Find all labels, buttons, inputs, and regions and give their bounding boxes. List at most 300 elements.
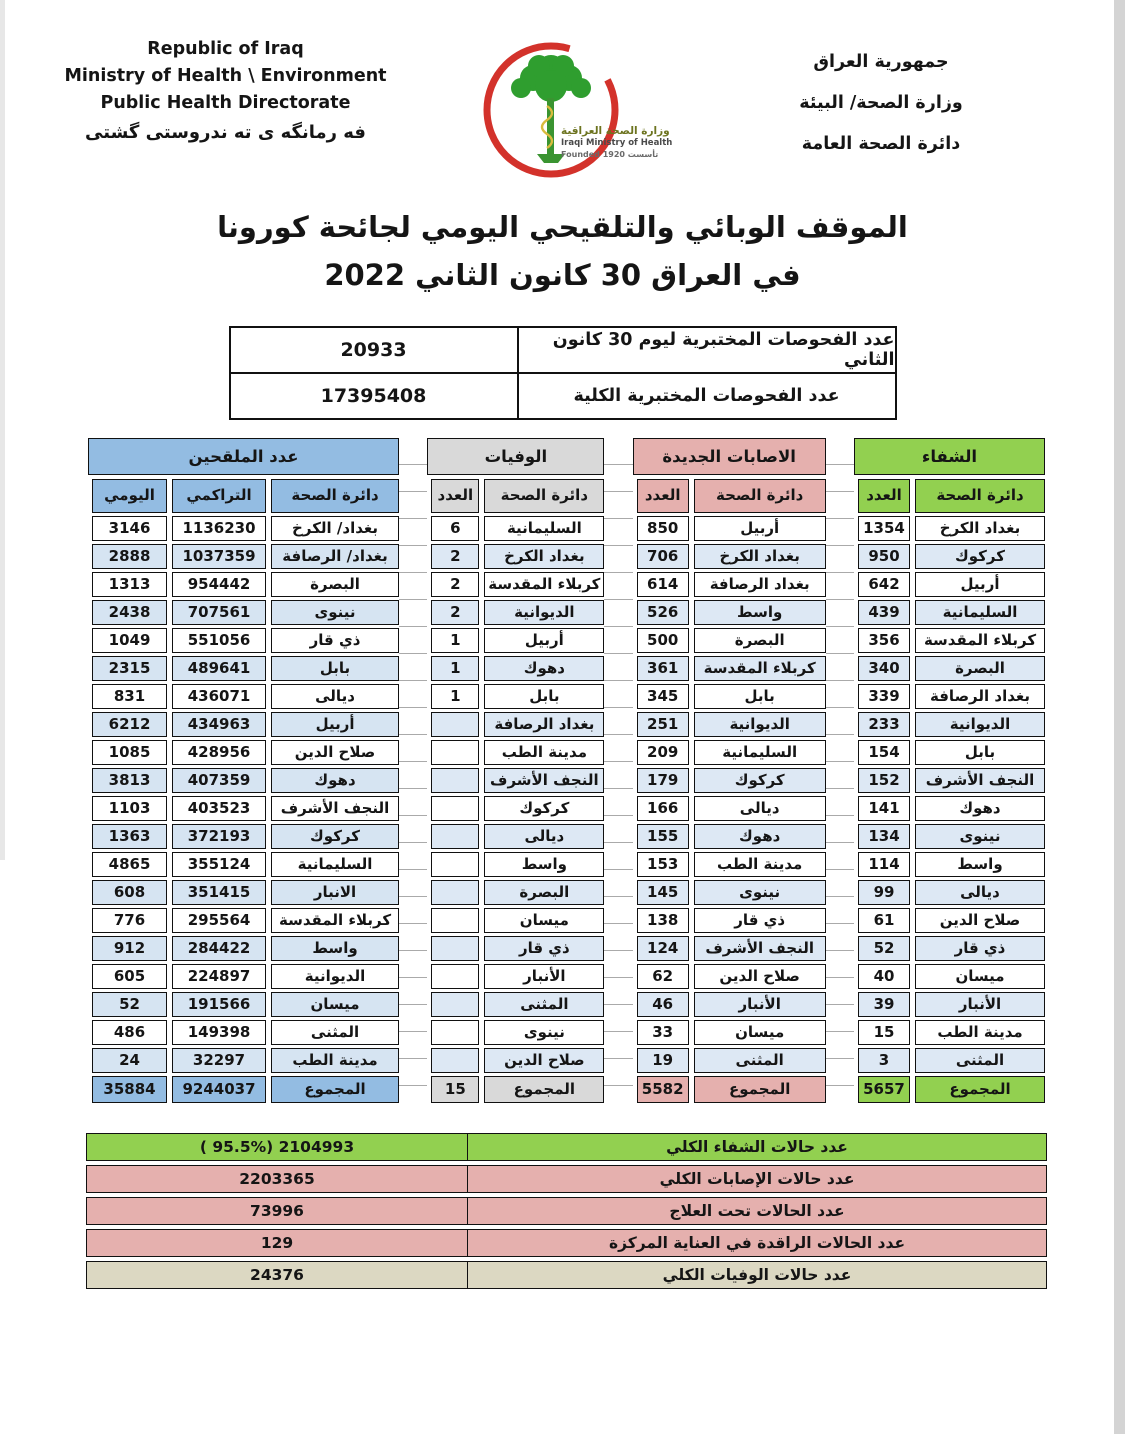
province-name-cell: بغداد الرصافة [694, 572, 826, 597]
province-value-cell: 605 [92, 964, 167, 989]
province-value-cell [431, 992, 479, 1017]
table-row [854, 936, 1045, 961]
table-row [427, 712, 604, 737]
table-row [854, 1020, 1045, 1045]
table-row [427, 656, 604, 681]
province-name-cell: الديوانية [694, 712, 826, 737]
province-name-cell: نينوى [694, 880, 826, 905]
table-row [633, 572, 826, 597]
total-name-cell: المجموع [694, 1076, 826, 1103]
table-row [88, 572, 399, 597]
province-value-cell: 2888 [92, 544, 167, 569]
summary-table [86, 1133, 1047, 1289]
page-title-line-1: الموقف الوبائي والتلقيحي اليومي لجائحة كورونا [217, 210, 908, 244]
province-name-cell: ميسان [694, 1020, 826, 1045]
province-value-cell: 99 [858, 880, 910, 905]
province-value-cell: 153 [637, 852, 689, 877]
province-name-cell: بابل [694, 684, 826, 709]
column-header-value-cell: العدد [431, 479, 479, 513]
province-value-cell [431, 964, 479, 989]
province-value-cell: 134 [858, 824, 910, 849]
province-value-cell: 61 [858, 908, 910, 933]
province-value-cell: 489641 [172, 656, 266, 681]
province-value-cell: 284422 [172, 936, 266, 961]
total-row [427, 1076, 604, 1103]
province-name-cell: المثنى [271, 1020, 399, 1045]
province-name-cell: صلاح الدين [694, 964, 826, 989]
province-name-cell: الأنبار [694, 992, 826, 1017]
table-row [427, 796, 604, 821]
table-row [88, 908, 399, 933]
province-value-cell: 850 [637, 516, 689, 541]
province-value-cell: 145 [637, 880, 689, 905]
province-name-cell: مدينة الطب [271, 1048, 399, 1073]
province-name-cell: الأنبار [915, 992, 1045, 1017]
total-value-cell: 35884 [92, 1076, 167, 1103]
table-row [427, 684, 604, 709]
province-name-cell: بابل [271, 656, 399, 681]
header-line-directorate-en: Public Health Directorate [100, 93, 351, 114]
province-name-cell: بغداد الكرخ [694, 544, 826, 569]
table-row [427, 1048, 604, 1073]
total-name-cell: المجموع [915, 1076, 1045, 1103]
crescent-palm-logo-graphic [465, 22, 641, 194]
total-value-cell: 5582 [637, 1076, 689, 1103]
province-value-cell: 39 [858, 992, 910, 1017]
table-body [854, 516, 1045, 1073]
province-value-cell: 2315 [92, 656, 167, 681]
table-row [633, 712, 826, 737]
scan-edge-left [0, 0, 5, 860]
province-value-cell: 6212 [92, 712, 167, 737]
province-name-cell: المثنى [694, 1048, 826, 1073]
header-line-country-ar: جمهورية العراق [813, 52, 949, 72]
logo-founded-line: Founded 1920 تأسست [561, 149, 659, 159]
table-row [633, 824, 826, 849]
summary-row-label: عدد الحالات الراقدة في العناية المركزة [608, 1233, 906, 1252]
province-name-cell: الديوانية [271, 964, 399, 989]
table-body [427, 516, 604, 1073]
province-name-cell: صلاح الدين [484, 1048, 604, 1073]
province-value-cell: 6 [431, 516, 479, 541]
province-name-cell: البصرة [915, 656, 1045, 681]
logo-english-name: Iraqi Ministry of Health [561, 138, 673, 149]
table-row [427, 600, 604, 625]
province-value-cell: 436071 [172, 684, 266, 709]
province-name-cell: المثنى [915, 1048, 1045, 1073]
province-value-cell: 372193 [172, 824, 266, 849]
header [0, 0, 1125, 194]
province-value-cell: 551056 [172, 628, 266, 653]
table-row [633, 656, 826, 681]
table-row [633, 516, 826, 541]
province-name-cell: النجف الأشرف [484, 768, 604, 793]
province-name-cell: الديوانية [484, 600, 604, 625]
column-header-name-cell: دائرة الصحة [484, 479, 604, 513]
province-name-cell: البصرة [694, 628, 826, 653]
table-row [633, 1020, 826, 1045]
province-name-cell: ذي قار [915, 936, 1045, 961]
table-row [854, 908, 1045, 933]
province-name-cell: بغداد الكرخ [915, 516, 1045, 541]
province-value-cell: 15 [858, 1020, 910, 1045]
summary-row [86, 1165, 1047, 1193]
table-title: الشفاء [854, 438, 1045, 475]
column-header-name-cell: دائرة الصحة [915, 479, 1045, 513]
lab-tests-table [229, 326, 897, 420]
table-row [427, 516, 604, 541]
province-value-cell: 46 [637, 992, 689, 1017]
table-row [88, 1020, 399, 1045]
province-value-cell: 954442 [172, 572, 266, 597]
province-value-cell: 251 [637, 712, 689, 737]
summary-row-value: 73996 [87, 1198, 468, 1224]
lab-tests-total-value: 17395408 [320, 384, 427, 407]
table-row [854, 880, 1045, 905]
province-value-cell: 1354 [858, 516, 910, 541]
province-value-cell: 2 [431, 572, 479, 597]
province-name-cell: كركوك [271, 824, 399, 849]
total-value-cell: 15 [431, 1076, 479, 1103]
table-row [854, 740, 1045, 765]
column-header-value-cell: اليومي [92, 479, 167, 513]
lab-tests-total-row [231, 372, 895, 418]
province-value-cell: 24 [92, 1048, 167, 1073]
province-name-cell: واسط [694, 600, 826, 625]
province-value-cell: 526 [637, 600, 689, 625]
header-line-directorate-ar: دائرة الصحة العامة [801, 134, 961, 155]
province-name-cell: كربلاء المقدسة [484, 572, 604, 597]
province-name-cell: الانبار [271, 880, 399, 905]
province-name-cell: ذي قار [271, 628, 399, 653]
table-row [854, 768, 1045, 793]
summary-row-value: 2203365 [87, 1166, 468, 1192]
summary-row-label: عدد حالات الإصابات الكلي [659, 1169, 855, 1188]
province-value-cell: 831 [92, 684, 167, 709]
table-row [854, 544, 1045, 569]
province-value-cell: 141 [858, 796, 910, 821]
summary-row [86, 1133, 1047, 1161]
recovery-table [854, 438, 1045, 1106]
summary-row [86, 1229, 1047, 1257]
province-value-cell: 614 [637, 572, 689, 597]
table-row [427, 768, 604, 793]
province-value-cell: 1363 [92, 824, 167, 849]
province-name-cell: واسط [915, 852, 1045, 877]
province-value-cell [431, 796, 479, 821]
province-value-cell: 3146 [92, 516, 167, 541]
table-row [427, 964, 604, 989]
province-value-cell: 62 [637, 964, 689, 989]
province-value-cell: 434963 [172, 712, 266, 737]
province-value-cell: 4865 [92, 852, 167, 877]
lab-tests-daily-value: 20933 [340, 338, 407, 361]
table-spacer [399, 438, 427, 1106]
table-row [633, 964, 826, 989]
province-name-cell: ديالى [484, 824, 604, 849]
lab-tests-daily-row [231, 328, 895, 372]
province-name-cell: البصرة [271, 572, 399, 597]
table-row [633, 740, 826, 765]
province-value-cell: 179 [637, 768, 689, 793]
province-name-cell: بغداد الكرخ [484, 544, 604, 569]
province-name-cell: نينوى [484, 1020, 604, 1045]
province-value-cell: 642 [858, 572, 910, 597]
province-value-cell: 1049 [92, 628, 167, 653]
province-value-cell: 2438 [92, 600, 167, 625]
column-header-name-cell: دائرة الصحة [694, 479, 826, 513]
province-value-cell: 52 [92, 992, 167, 1017]
page-title [0, 204, 1125, 300]
province-name-cell: صلاح الدين [915, 908, 1045, 933]
province-value-cell: 1 [431, 684, 479, 709]
table-row [633, 600, 826, 625]
table-row [633, 1048, 826, 1073]
table-row [88, 516, 399, 541]
table-row [633, 684, 826, 709]
province-value-cell [431, 852, 479, 877]
province-name-cell: بغداد/ الرصافة [271, 544, 399, 569]
province-name-cell: كركوك [915, 544, 1045, 569]
table-row [854, 1048, 1045, 1073]
province-value-cell: 224897 [172, 964, 266, 989]
table-row [88, 824, 399, 849]
province-value-cell: 428956 [172, 740, 266, 765]
table-row [633, 628, 826, 653]
table-row [427, 908, 604, 933]
province-name-cell: دهوك [694, 824, 826, 849]
province-name-cell: دهوك [915, 796, 1045, 821]
table-row [88, 712, 399, 737]
scan-edge-right [1114, 0, 1125, 1434]
table-row [854, 656, 1045, 681]
summary-row-label: عدد حالات الشفاء الكلي [666, 1137, 848, 1156]
table-row [88, 656, 399, 681]
table-row [854, 852, 1045, 877]
table-row [633, 908, 826, 933]
province-name-cell: كربلاء المقدسة [915, 628, 1045, 653]
province-name-cell: أربيل [271, 712, 399, 737]
province-name-cell: ذي قار [484, 936, 604, 961]
province-value-cell: 2 [431, 600, 479, 625]
province-value-cell [431, 740, 479, 765]
province-value-cell: 707561 [172, 600, 266, 625]
province-name-cell: نينوى [271, 600, 399, 625]
table-row [427, 992, 604, 1017]
province-value-cell: 124 [637, 936, 689, 961]
province-name-cell: بغداد الرصافة [915, 684, 1045, 709]
province-name-cell: السليمانية [271, 852, 399, 877]
column-header-value-cell: العدد [858, 479, 910, 513]
table-spacer [604, 438, 632, 1106]
province-value-cell: 154 [858, 740, 910, 765]
table-row [854, 824, 1045, 849]
province-value-cell: 340 [858, 656, 910, 681]
table-row [854, 964, 1045, 989]
province-value-cell: 1103 [92, 796, 167, 821]
table-row [88, 768, 399, 793]
logo-arabic-name: وزارة الصحة العراقية [561, 125, 670, 137]
province-value-cell: 361 [637, 656, 689, 681]
header-line-country-en: Republic of Iraq [147, 39, 304, 59]
province-value-cell: 2 [431, 544, 479, 569]
province-value-cell: 149398 [172, 1020, 266, 1045]
province-value-cell [431, 824, 479, 849]
province-name-cell: مدينة الطب [694, 852, 826, 877]
province-tables-row [88, 438, 1045, 1106]
table-row [854, 992, 1045, 1017]
province-name-cell: مدينة الطب [484, 740, 604, 765]
province-value-cell: 33 [637, 1020, 689, 1045]
header-line-kurdish: فه رمانگه ی ته ندروستی گشتی [85, 122, 366, 144]
province-name-cell: السليمانية [484, 516, 604, 541]
province-value-cell: 155 [637, 824, 689, 849]
province-name-cell: واسط [271, 936, 399, 961]
column-header-row [88, 479, 399, 513]
province-name-cell: الأنبار [484, 964, 604, 989]
lab-tests-daily-label: عدد الفحوصات المختبرية ليوم 30 كانون الثاني [517, 328, 895, 372]
province-name-cell: النجف الأشرف [694, 936, 826, 961]
table-spacer [826, 438, 854, 1106]
province-name-cell: ديالى [915, 880, 1045, 905]
province-name-cell: أربيل [915, 572, 1045, 597]
province-name-cell: ديالى [271, 684, 399, 709]
province-value-cell: 407359 [172, 768, 266, 793]
vaccinated-table [88, 438, 399, 1106]
summary-row-label: عدد الحالات تحت العلاج [669, 1201, 845, 1220]
province-value-cell: 19 [637, 1048, 689, 1073]
total-row [88, 1076, 399, 1103]
province-value-cell: 1 [431, 628, 479, 653]
province-name-cell: دهوك [271, 768, 399, 793]
province-value-cell: 1 [431, 656, 479, 681]
logo-text-block [561, 124, 691, 160]
province-name-cell: نينوى [915, 824, 1045, 849]
table-row [854, 572, 1045, 597]
table-row [88, 740, 399, 765]
table-row [88, 852, 399, 877]
province-value-cell: 356 [858, 628, 910, 653]
province-name-cell: دهوك [484, 656, 604, 681]
summary-row [86, 1197, 1047, 1225]
province-name-cell: ذي قار [694, 908, 826, 933]
province-name-cell: السليمانية [915, 600, 1045, 625]
province-value-cell: 295564 [172, 908, 266, 933]
province-value-cell: 233 [858, 712, 910, 737]
table-row [427, 936, 604, 961]
province-value-cell [431, 936, 479, 961]
table-row [854, 796, 1045, 821]
province-name-cell: ديالى [694, 796, 826, 821]
province-value-cell: 3 [858, 1048, 910, 1073]
table-row [633, 992, 826, 1017]
total-value-cell: 9244037 [172, 1076, 266, 1103]
table-row [427, 740, 604, 765]
table-row [633, 936, 826, 961]
province-name-cell: كربلاء المقدسة [271, 908, 399, 933]
table-row [88, 600, 399, 625]
province-name-cell: كركوك [484, 796, 604, 821]
table-row [88, 880, 399, 905]
province-value-cell [431, 880, 479, 905]
summary-row-value: ( 95.5%) 2104993 [87, 1134, 468, 1160]
province-name-cell: النجف الأشرف [915, 768, 1045, 793]
column-header-row [427, 479, 604, 513]
province-name-cell: بابل [484, 684, 604, 709]
header-line-ministry-en: Ministry of Health \ Environment [64, 66, 387, 87]
province-value-cell: 706 [637, 544, 689, 569]
province-value-cell: 351415 [172, 880, 266, 905]
province-value-cell: 166 [637, 796, 689, 821]
province-value-cell: 1085 [92, 740, 167, 765]
table-title: الوفيات [427, 438, 604, 475]
province-name-cell: واسط [484, 852, 604, 877]
province-value-cell: 52 [858, 936, 910, 961]
total-name-cell: المجموع [271, 1076, 399, 1103]
province-name-cell: السليمانية [694, 740, 826, 765]
province-value-cell: 191566 [172, 992, 266, 1017]
column-header-value-cell: العدد [637, 479, 689, 513]
province-value-cell [431, 1020, 479, 1045]
table-row [854, 628, 1045, 653]
province-value-cell: 403523 [172, 796, 266, 821]
province-value-cell: 1136230 [172, 516, 266, 541]
province-value-cell: 152 [858, 768, 910, 793]
province-name-cell: مدينة الطب [915, 1020, 1045, 1045]
table-row [633, 544, 826, 569]
province-name-cell: الديوانية [915, 712, 1045, 737]
table-title: عدد الملقحين [88, 438, 399, 475]
total-row [633, 1076, 826, 1103]
table-row [88, 1048, 399, 1073]
lab-tests-total-label: عدد الفحوصات المختبرية الكلية [517, 374, 895, 418]
summary-row-label: عدد حالات الوفيات الكلي [662, 1265, 852, 1284]
table-row [88, 544, 399, 569]
province-name-cell: بغداد/ الكرخ [271, 516, 399, 541]
header-line-ministry-ar: وزارة الصحة/ البيئة [799, 93, 963, 114]
header-english-block [28, 36, 423, 147]
summary-row-value: 129 [87, 1230, 468, 1256]
province-value-cell: 32297 [172, 1048, 266, 1073]
province-name-cell: ميسان [484, 908, 604, 933]
province-name-cell: كربلاء المقدسة [694, 656, 826, 681]
column-header-value-cell: التراكمي [172, 479, 266, 513]
province-name-cell: أربيل [484, 628, 604, 653]
ministry-logo [423, 22, 683, 194]
province-value-cell: 486 [92, 1020, 167, 1045]
table-row [88, 992, 399, 1017]
table-row [854, 684, 1045, 709]
table-row [427, 1020, 604, 1045]
province-name-cell: بابل [915, 740, 1045, 765]
province-name-cell: صلاح الدين [271, 740, 399, 765]
table-row [633, 768, 826, 793]
table-row [427, 880, 604, 905]
province-name-cell: المثنى [484, 992, 604, 1017]
province-value-cell: 912 [92, 936, 167, 961]
province-value-cell: 40 [858, 964, 910, 989]
province-value-cell: 1037359 [172, 544, 266, 569]
page-title-line-2: في العراق 30 كانون الثاني 2022 [324, 257, 801, 292]
table-row [427, 572, 604, 597]
summary-row-value: 24376 [87, 1262, 468, 1288]
province-value-cell: 114 [858, 852, 910, 877]
column-header-row [633, 479, 826, 513]
table-row [88, 964, 399, 989]
province-name-cell: ميسان [915, 964, 1045, 989]
table-row [854, 600, 1045, 625]
province-value-cell [431, 768, 479, 793]
